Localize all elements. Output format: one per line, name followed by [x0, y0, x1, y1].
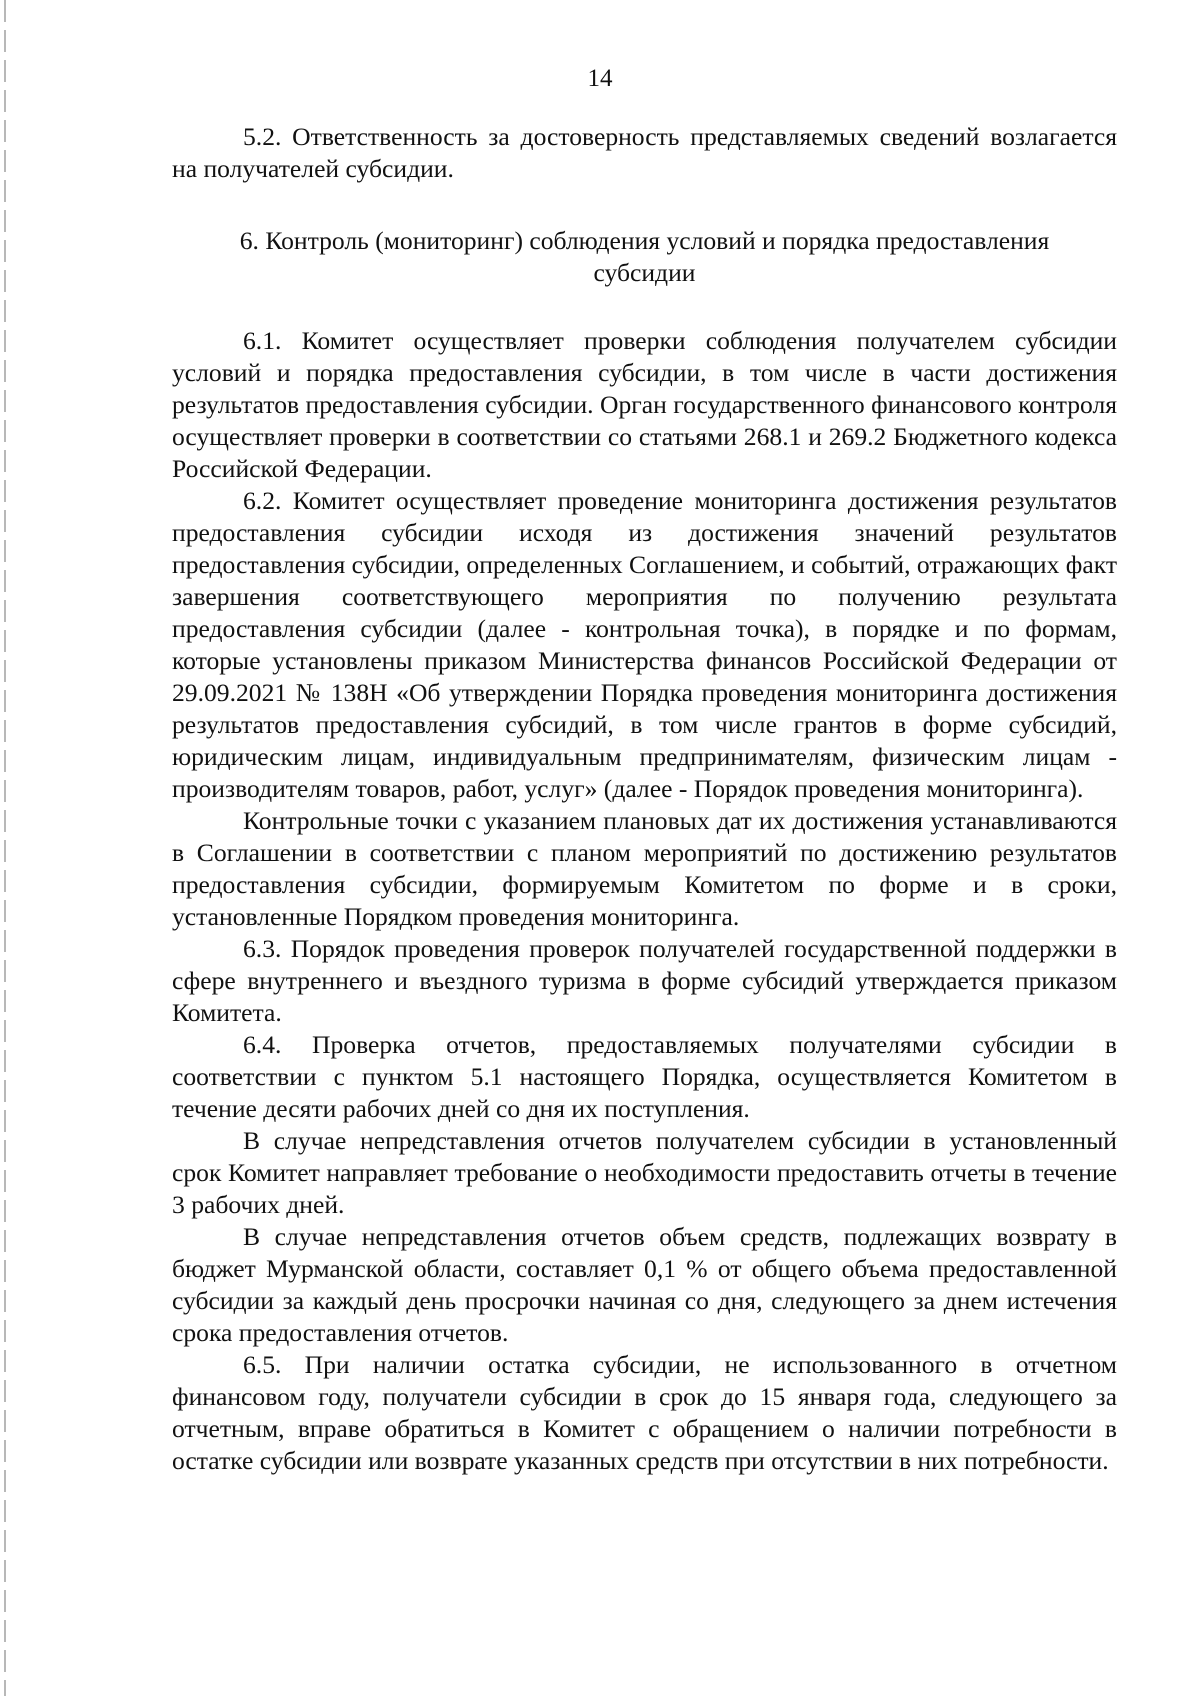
- section-heading-line-2: субсидии: [593, 258, 696, 287]
- paragraph-control-points: Контрольные точки с указанием плановых дат их достижения устанавливаются в Соглашении в соответствии с планом мероприятий по достижению результатов предоставления субсидии, формируемым Комитетом по форме и в сроки, установленные Порядком проведения мониторинга.: [172, 806, 1117, 931]
- scan-edge-line: [4, 0, 6, 1696]
- page-number: 14: [587, 65, 613, 92]
- section-heading-line-1: 6. Контроль (мониторинг) соблюдения условий и порядка предоставления: [239, 226, 1050, 255]
- document-body: [172, 121, 1117, 1477]
- paragraph-6-5: 6.5. При наличии остатка субсидии, не использованного в отчетном финансовом году, получатели субсидии в срок до 15 января года, следующего за отчетным, вправе обратиться в Комитет с обращением о наличии потребности в остатке субсидии или возврате указанных средств при отсутствии в них потребности.: [172, 1350, 1117, 1475]
- paragraph-6-1: 6.1. Комитет осуществляет проверки соблюдения получателем субсидии условий и порядка предоставления субсидии, в том числе в части достижения результатов предоставления субсидии. Орган государственного финансового контроля осуществляет проверки в соответствии со статьями 268.1 и 269.2 Бюджетного кодекса Российской Федерации.: [172, 326, 1117, 483]
- paragraph-reports-penalty: В случае непредставления отчетов объем средств, подлежащих возврату в бюджет Мурманской области, составляет 0,1 % от общего объема предоставленной субсидии за каждый день просрочки начиная со дня, следующего за днем истечения срока предоставления отчетов.: [172, 1222, 1117, 1347]
- paragraph-reports-request: В случае непредставления отчетов получателем субсидии в установленный срок Комитет направляет требование о необходимости предоставить отчеты в течение 3 рабочих дней.: [172, 1126, 1117, 1219]
- paragraph-5-2: 5.2. Ответственность за достоверность представляемых сведений возлагается на получателей субсидии.: [172, 122, 1117, 183]
- paragraph-6-4: 6.4. Проверка отчетов, предоставляемых получателями субсидии в соответствии с пунктом 5.1 настоящего Порядка, осуществляется Комитетом в течение десяти рабочих дней со дня их поступления.: [172, 1030, 1117, 1123]
- paragraph-6-2: 6.2. Комитет осуществляет проведение мониторинга достижения результатов предоставления субсидии исходя из достижения значений результатов предоставления субсидии, определенных Соглашением, и событий, отражающих факт завершения соответствующего мероприятия по получению результата предоставления субсидии (далее - контрольная точка), в порядке и по формам, которые установлены приказом Министерства финансов Российской Федерации от 29.09.2021 № 138Н «Об утверждении Порядка проведения мониторинга достижения результатов предоставления субсидий, в том числе грантов в форме субсидий, юридическим лицам, индивидуальным предпринимателям, физическим лицам - производителям товаров, работ, услуг» (далее - Порядок проведения мониторинга).: [172, 486, 1117, 803]
- section-heading: [172, 225, 1117, 289]
- paragraph-6-3: 6.3. Порядок проведения проверок получателей государственной поддержки в сфере внутреннего и въездного туризма в форме субсидий утверждается приказом Комитета.: [172, 934, 1117, 1027]
